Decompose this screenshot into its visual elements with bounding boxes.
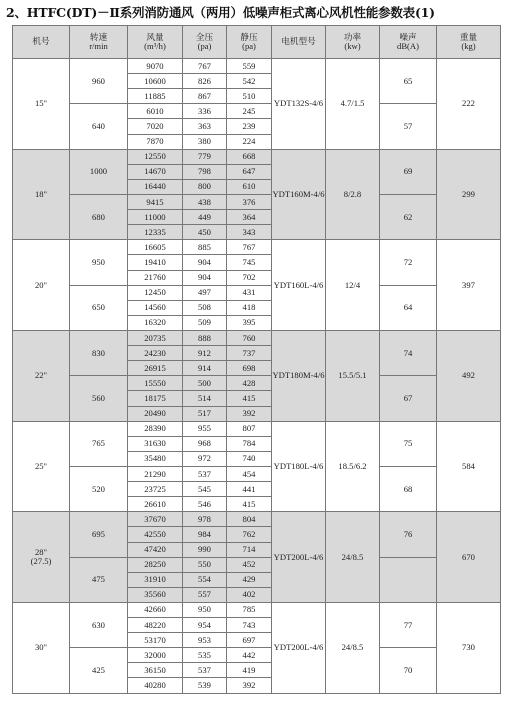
total-pressure-cell: 990 — [183, 542, 227, 557]
speed-cell: 560 — [70, 376, 128, 421]
column-header-label: 功率 — [343, 31, 362, 42]
airflow-cell: 42660 — [128, 602, 183, 617]
airflow-cell: 26915 — [128, 361, 183, 376]
airflow-cell: 14670 — [128, 164, 183, 179]
power-cell: 24/8.5 — [326, 512, 380, 603]
total-pressure-cell: 955 — [183, 421, 227, 436]
noise-cell: 76 — [380, 512, 437, 557]
power-cell: 8/2.8 — [326, 149, 380, 240]
table-row — [13, 648, 501, 663]
column-header — [13, 26, 70, 59]
table-row — [13, 104, 501, 119]
static-pressure-cell: 402 — [227, 587, 272, 602]
static-pressure-cell: 698 — [227, 361, 272, 376]
static-pressure-cell: 762 — [227, 527, 272, 542]
airflow-cell: 28390 — [128, 421, 183, 436]
speed-cell: 960 — [70, 59, 128, 104]
total-pressure-cell: 779 — [183, 149, 227, 164]
total-pressure-cell: 497 — [183, 285, 227, 300]
total-pressure-cell: 978 — [183, 512, 227, 527]
total-pressure-cell: 554 — [183, 572, 227, 587]
table-body — [13, 59, 501, 694]
static-pressure-cell: 702 — [227, 270, 272, 285]
static-pressure-cell: 419 — [227, 663, 272, 678]
static-pressure-cell: 745 — [227, 255, 272, 270]
static-pressure-cell: 239 — [227, 119, 272, 134]
motor-cell: YDT180M-4/6 — [272, 330, 326, 421]
static-pressure-cell: 647 — [227, 164, 272, 179]
column-header-label: 全压 — [195, 31, 214, 42]
airflow-cell: 15550 — [128, 376, 183, 391]
column-header-unit: (kw) — [344, 41, 361, 51]
table-row — [13, 194, 501, 209]
total-pressure-cell: 767 — [183, 59, 227, 74]
total-pressure-cell: 557 — [183, 587, 227, 602]
airflow-cell: 36150 — [128, 663, 183, 678]
noise-cell — [380, 557, 437, 602]
airflow-cell: 26610 — [128, 497, 183, 512]
static-pressure-cell: 559 — [227, 59, 272, 74]
static-pressure-cell: 364 — [227, 210, 272, 225]
airflow-cell: 7020 — [128, 119, 183, 134]
speed-cell: 950 — [70, 240, 128, 285]
static-pressure-cell: 542 — [227, 74, 272, 89]
total-pressure-cell: 546 — [183, 497, 227, 512]
static-pressure-cell: 714 — [227, 542, 272, 557]
column-header-unit: (pa) — [242, 41, 256, 51]
static-pressure-cell: 804 — [227, 512, 272, 527]
total-pressure-cell: 336 — [183, 104, 227, 119]
static-pressure-cell: 760 — [227, 330, 272, 345]
airflow-cell: 20735 — [128, 330, 183, 345]
airflow-cell: 23725 — [128, 482, 183, 497]
airflow-cell: 32000 — [128, 648, 183, 663]
noise-cell: 75 — [380, 421, 437, 466]
noise-cell: 67 — [380, 376, 437, 421]
column-header — [380, 26, 437, 59]
static-pressure-cell: 767 — [227, 240, 272, 255]
motor-cell: YDT132S-4/6 — [272, 59, 326, 150]
total-pressure-cell: 450 — [183, 225, 227, 240]
model-cell — [13, 330, 70, 421]
table-header — [13, 26, 501, 59]
model-label: 15" — [34, 98, 48, 109]
static-pressure-cell: 743 — [227, 618, 272, 633]
speed-cell: 475 — [70, 557, 128, 602]
static-pressure-cell: 452 — [227, 557, 272, 572]
total-pressure-cell: 363 — [183, 119, 227, 134]
power-cell: 24/8.5 — [326, 602, 380, 693]
weight-cell: 584 — [437, 421, 501, 512]
airflow-cell: 14560 — [128, 300, 183, 315]
speed-cell: 695 — [70, 512, 128, 557]
static-pressure-cell: 224 — [227, 134, 272, 149]
speed-cell: 425 — [70, 648, 128, 693]
airflow-cell: 24230 — [128, 346, 183, 361]
column-header — [437, 26, 501, 59]
total-pressure-cell: 954 — [183, 618, 227, 633]
table-row — [13, 512, 501, 527]
motor-cell: YDT160L-4/6 — [272, 240, 326, 331]
total-pressure-cell: 984 — [183, 527, 227, 542]
column-header-label: 风量 — [146, 31, 164, 42]
header-row — [13, 26, 501, 59]
column-header-label: 重量 — [459, 31, 478, 42]
total-pressure-cell: 968 — [183, 436, 227, 451]
column-header — [326, 26, 380, 59]
column-header-unit: dB(A) — [397, 41, 419, 51]
static-pressure-cell: 245 — [227, 104, 272, 119]
airflow-cell: 16440 — [128, 179, 183, 194]
static-pressure-cell: 392 — [227, 406, 272, 421]
noise-cell: 69 — [380, 149, 437, 194]
noise-cell: 62 — [380, 194, 437, 239]
model-label: 20" — [34, 279, 48, 290]
weight-cell: 670 — [437, 512, 501, 603]
weight-cell: 222 — [437, 59, 501, 150]
airflow-cell: 31910 — [128, 572, 183, 587]
total-pressure-cell: 914 — [183, 361, 227, 376]
total-pressure-cell: 950 — [183, 602, 227, 617]
airflow-cell: 42550 — [128, 527, 183, 542]
total-pressure-cell: 912 — [183, 346, 227, 361]
column-header-label: 电机型号 — [281, 36, 316, 47]
power-cell: 12/4 — [326, 240, 380, 331]
speed-cell: 765 — [70, 421, 128, 466]
total-pressure-cell: 826 — [183, 74, 227, 89]
power-cell: 15.5/5.1 — [326, 330, 380, 421]
airflow-cell: 7870 — [128, 134, 183, 149]
column-header-label: 机号 — [32, 36, 50, 47]
column-header — [227, 26, 272, 59]
static-pressure-cell: 737 — [227, 346, 272, 361]
static-pressure-cell: 807 — [227, 421, 272, 436]
table-row — [13, 602, 501, 617]
noise-cell: 65 — [380, 59, 437, 104]
static-pressure-cell: 454 — [227, 466, 272, 481]
static-pressure-cell: 442 — [227, 648, 272, 663]
total-pressure-cell: 539 — [183, 678, 227, 693]
model-cell — [13, 421, 70, 512]
table-row — [13, 557, 501, 572]
airflow-cell: 53170 — [128, 633, 183, 648]
column-header — [272, 26, 326, 59]
total-pressure-cell: 508 — [183, 300, 227, 315]
static-pressure-cell: 392 — [227, 678, 272, 693]
table-row — [13, 285, 501, 300]
model-label: 18" — [34, 188, 48, 199]
table-row — [13, 240, 501, 255]
column-header-unit: r/min — [89, 41, 108, 51]
total-pressure-cell: 449 — [183, 210, 227, 225]
airflow-cell: 9070 — [128, 59, 183, 74]
page-title: 2、HTFC(DT)－Ⅱ系列消防通风（两用）低噪声柜式离心风机性能参数表(1) — [6, 5, 435, 20]
model-sub-label: (27.5) — [30, 556, 52, 567]
table-row — [13, 466, 501, 481]
weight-cell: 299 — [437, 149, 501, 240]
model-cell — [13, 602, 70, 693]
total-pressure-cell: 380 — [183, 134, 227, 149]
noise-cell: 68 — [380, 466, 437, 511]
total-pressure-cell: 867 — [183, 89, 227, 104]
table-row — [13, 330, 501, 345]
total-pressure-cell: 517 — [183, 406, 227, 421]
static-pressure-cell: 418 — [227, 300, 272, 315]
total-pressure-cell: 509 — [183, 315, 227, 330]
total-pressure-cell: 500 — [183, 376, 227, 391]
total-pressure-cell: 537 — [183, 466, 227, 481]
model-label: 25" — [34, 460, 48, 471]
total-pressure-cell: 885 — [183, 240, 227, 255]
static-pressure-cell: 376 — [227, 194, 272, 209]
table-row — [13, 59, 501, 74]
table-row — [13, 149, 501, 164]
model-label: 22" — [34, 370, 48, 381]
airflow-cell: 20490 — [128, 406, 183, 421]
airflow-cell: 21290 — [128, 466, 183, 481]
model-cell — [13, 59, 70, 150]
total-pressure-cell: 537 — [183, 663, 227, 678]
static-pressure-cell: 610 — [227, 179, 272, 194]
static-pressure-cell: 784 — [227, 436, 272, 451]
static-pressure-cell: 429 — [227, 572, 272, 587]
table-row — [13, 421, 501, 436]
airflow-cell: 40280 — [128, 678, 183, 693]
column-header — [128, 26, 183, 59]
model-cell — [13, 149, 70, 240]
airflow-cell: 12550 — [128, 149, 183, 164]
power-cell: 18.5/6.2 — [326, 421, 380, 512]
total-pressure-cell: 904 — [183, 270, 227, 285]
noise-cell: 72 — [380, 240, 437, 285]
static-pressure-cell: 668 — [227, 149, 272, 164]
total-pressure-cell: 800 — [183, 179, 227, 194]
column-header-unit: (m³/h) — [144, 41, 166, 51]
static-pressure-cell: 428 — [227, 376, 272, 391]
airflow-cell: 12335 — [128, 225, 183, 240]
performance-table-container — [12, 25, 500, 694]
speed-cell: 1000 — [70, 149, 128, 194]
total-pressure-cell: 972 — [183, 451, 227, 466]
column-header-label: 转速 — [89, 31, 108, 42]
weight-cell: 492 — [437, 330, 501, 421]
airflow-cell: 19410 — [128, 255, 183, 270]
motor-cell: YDT200L-4/6 — [272, 512, 326, 603]
static-pressure-cell: 343 — [227, 225, 272, 240]
airflow-cell: 10600 — [128, 74, 183, 89]
airflow-cell: 11000 — [128, 210, 183, 225]
noise-cell: 74 — [380, 330, 437, 375]
total-pressure-cell: 514 — [183, 391, 227, 406]
static-pressure-cell: 431 — [227, 285, 272, 300]
column-header-unit: (pa) — [197, 41, 212, 51]
column-header-unit: (kg) — [461, 41, 476, 51]
column-header-label: 静压 — [240, 31, 258, 42]
model-cell — [13, 240, 70, 331]
noise-cell: 57 — [380, 104, 437, 149]
airflow-cell: 16605 — [128, 240, 183, 255]
airflow-cell: 35560 — [128, 587, 183, 602]
static-pressure-cell: 441 — [227, 482, 272, 497]
static-pressure-cell: 510 — [227, 89, 272, 104]
speed-cell: 830 — [70, 330, 128, 375]
total-pressure-cell: 904 — [183, 255, 227, 270]
speed-cell: 650 — [70, 285, 128, 330]
power-cell: 4.7/1.5 — [326, 59, 380, 150]
performance-table — [12, 25, 501, 694]
airflow-cell: 12450 — [128, 285, 183, 300]
airflow-cell: 6010 — [128, 104, 183, 119]
total-pressure-cell: 535 — [183, 648, 227, 663]
noise-cell: 70 — [380, 648, 437, 693]
static-pressure-cell: 785 — [227, 602, 272, 617]
noise-cell: 64 — [380, 285, 437, 330]
static-pressure-cell: 395 — [227, 315, 272, 330]
model-label: 30" — [34, 642, 48, 653]
speed-cell: 680 — [70, 194, 128, 239]
total-pressure-cell: 953 — [183, 633, 227, 648]
static-pressure-cell: 415 — [227, 497, 272, 512]
airflow-cell: 11885 — [128, 89, 183, 104]
speed-cell: 630 — [70, 602, 128, 647]
static-pressure-cell: 740 — [227, 451, 272, 466]
speed-cell: 640 — [70, 104, 128, 149]
weight-cell: 397 — [437, 240, 501, 331]
airflow-cell: 28250 — [128, 557, 183, 572]
model-label: 28" — [34, 547, 48, 558]
static-pressure-cell: 415 — [227, 391, 272, 406]
airflow-cell: 18175 — [128, 391, 183, 406]
total-pressure-cell: 888 — [183, 330, 227, 345]
model-cell — [13, 512, 70, 603]
airflow-cell: 47420 — [128, 542, 183, 557]
airflow-cell: 16320 — [128, 315, 183, 330]
airflow-cell: 21760 — [128, 270, 183, 285]
noise-cell: 77 — [380, 602, 437, 647]
airflow-cell: 35480 — [128, 451, 183, 466]
static-pressure-cell: 697 — [227, 633, 272, 648]
column-header — [183, 26, 227, 59]
weight-cell: 730 — [437, 602, 501, 693]
speed-cell: 520 — [70, 466, 128, 511]
airflow-cell: 9415 — [128, 194, 183, 209]
total-pressure-cell: 545 — [183, 482, 227, 497]
total-pressure-cell: 550 — [183, 557, 227, 572]
column-header — [70, 26, 128, 59]
motor-cell: YDT180L-4/6 — [272, 421, 326, 512]
airflow-cell: 37670 — [128, 512, 183, 527]
motor-cell: YDT200L-4/6 — [272, 602, 326, 693]
total-pressure-cell: 798 — [183, 164, 227, 179]
table-row — [13, 376, 501, 391]
airflow-cell: 31630 — [128, 436, 183, 451]
motor-cell: YDT160M-4/6 — [272, 149, 326, 240]
column-header-label: 噪声 — [399, 31, 417, 42]
total-pressure-cell: 438 — [183, 194, 227, 209]
airflow-cell: 48220 — [128, 618, 183, 633]
